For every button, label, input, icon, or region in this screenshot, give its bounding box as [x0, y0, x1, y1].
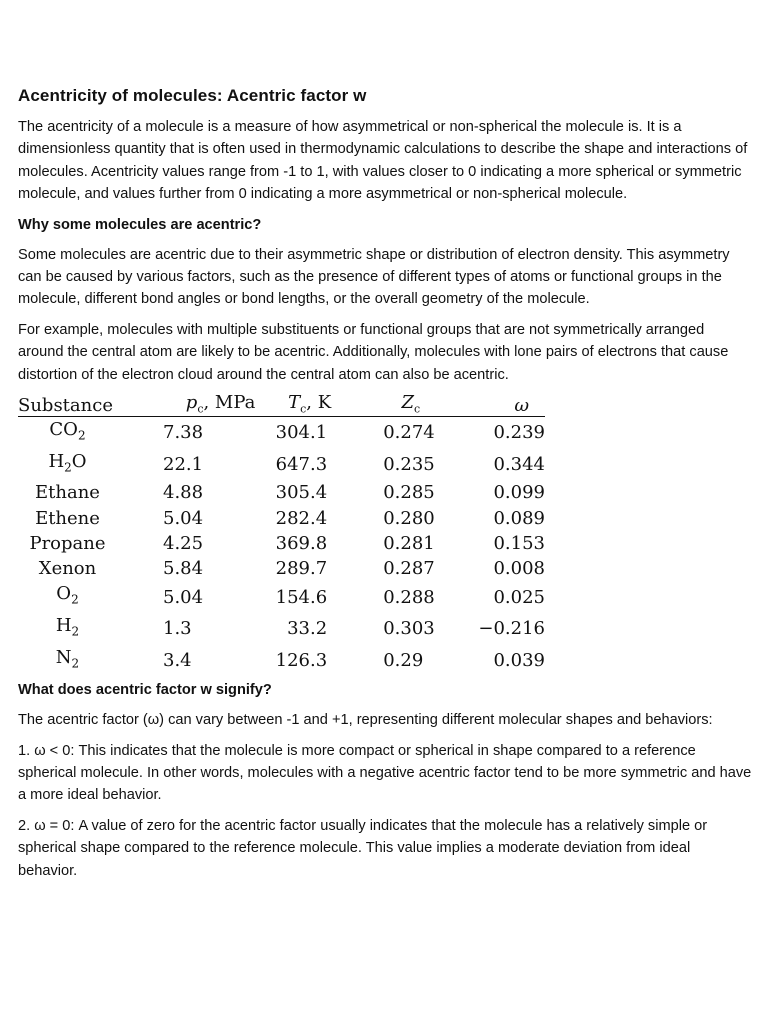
section-heading-why: Why some molecules are acentric? [18, 216, 262, 233]
signify-item-2: 2. ω = 0: A value of zero for the acentric factor usually indicates that the molecule has a relatively simple or spherical shape compared to the reference molecule. This value implies a moderate deviation from ideal behavior. [18, 817, 708, 879]
cell-substance: Xenon [38, 558, 97, 580]
table-row [18, 480, 545, 505]
cell-substance: Propane [29, 532, 106, 554]
header-pc: $p_c$, MPa [185, 392, 256, 417]
cell-zc: 0.280 [383, 507, 435, 529]
cell-pc: 1.3 [163, 618, 192, 640]
section-heading-signify: What does acentric factor w signify? [18, 682, 272, 699]
header-tc: $T_c$, K [288, 392, 332, 417]
properties-table [18, 390, 545, 676]
header-omega: ω [514, 395, 529, 417]
cell-pc: 4.88 [163, 482, 204, 504]
why-paragraph-1: Some molecules are acentric due to their asymmetric shape or distribution of electron density. This asymmetry can be caused by various factors, such as the presence of different types of atoms or functional groups in the molecule, different bond angles or bond lengths, or the overall geometry of the molecule. [18, 246, 730, 308]
cell-zc: 0.287 [383, 558, 435, 580]
cell-zc: 0.303 [383, 618, 435, 640]
cell-pc: 5.04 [163, 507, 204, 529]
table-row [18, 417, 545, 449]
cell-tc: 33.2 [287, 618, 328, 640]
cell-tc: 154.6 [275, 586, 328, 608]
table-body [18, 417, 545, 677]
cell-substance: $O_2$ [56, 583, 79, 608]
cell-tc: 304.1 [275, 422, 328, 444]
cell-omega: 0.153 [493, 532, 545, 554]
cell-omega: 0.344 [493, 453, 545, 475]
table-row [18, 613, 545, 645]
table-header-row [18, 390, 545, 417]
cell-tc: 647.3 [275, 453, 328, 475]
cell-tc: 305.4 [275, 482, 328, 504]
cell-pc: 22.1 [163, 453, 204, 475]
cell-substance: Ethane [35, 482, 100, 504]
table-row [18, 449, 545, 481]
cell-tc: 289.7 [275, 558, 328, 580]
table-row [18, 556, 545, 581]
cell-substance: Ethene [35, 507, 100, 529]
cell-pc: 5.84 [163, 558, 204, 580]
intro-paragraph: The acentricity of a molecule is a measure of how asymmetrical or non-spherical the molecule is. It is a dimensionless quantity that is often used in thermodynamic calculations to describe the shape and interactions of molecules. Acentricity values range from -1 to 1, with values closer to 0 indicating a more spherical or symmetric molecule, and values further from 0 indicating a more asymmetrical or non-spherical molecule. [18, 119, 748, 203]
cell-tc: 282.4 [275, 507, 328, 529]
cell-zc: 0.281 [383, 532, 435, 554]
cell-pc: 7.38 [163, 422, 204, 444]
header-zc: $Z_c$ [401, 392, 421, 417]
cell-omega: −0.216 [478, 618, 545, 640]
table-row [18, 506, 545, 531]
cell-omega: 0.089 [493, 507, 545, 529]
cell-omega: 0.025 [493, 586, 545, 608]
cell-substance: $H_2O$ [48, 450, 87, 475]
cell-zc: 0.285 [383, 482, 435, 504]
document-page [18, 86, 753, 890]
cell-substance: $N_2$ [55, 646, 80, 671]
why-paragraph-2: For example, molecules with multiple substituents or functional groups that are not symmetrically arranged around the central atom are likely to be acentric. Additionally, molecules with lone pairs of electrons that cause distortion of the electron cloud around the central atom can also be acentric. [18, 321, 729, 383]
page-title: Acentricity of molecules: Acentric factor w [18, 86, 367, 105]
cell-zc: 0.288 [383, 586, 435, 608]
table-row [18, 531, 545, 556]
cell-zc: 0.29 [383, 649, 424, 671]
cell-omega: 0.099 [493, 482, 545, 504]
cell-zc: 0.235 [383, 453, 435, 475]
cell-tc: 369.8 [275, 532, 328, 554]
cell-zc: 0.274 [383, 422, 435, 444]
table-row [18, 645, 545, 677]
cell-omega: 0.039 [493, 649, 545, 671]
table-row [18, 581, 545, 613]
cell-substance: $H_2$ [55, 615, 80, 639]
cell-pc: 4.25 [163, 532, 204, 554]
cell-omega: 0.239 [493, 422, 545, 444]
cell-pc: 3.4 [163, 649, 192, 671]
cell-pc: 5.04 [163, 586, 204, 608]
cell-substance: $CO_2$ [49, 419, 86, 443]
cell-tc: 126.3 [275, 649, 328, 671]
cell-omega: 0.008 [493, 558, 545, 580]
signify-item-1: 1. ω < 0: This indicates that the molecule is more compact or spherical in shape compared to a reference spherical molecule. In other words, molecules with a negative acentric factor tend to be more symmetric and have a more ideal behavior. [18, 742, 752, 804]
signify-paragraph: The acentric factor (ω) can vary between -1 and +1, representing different molecular shapes and behaviors: [18, 712, 713, 729]
header-substance: Substance [18, 395, 113, 417]
